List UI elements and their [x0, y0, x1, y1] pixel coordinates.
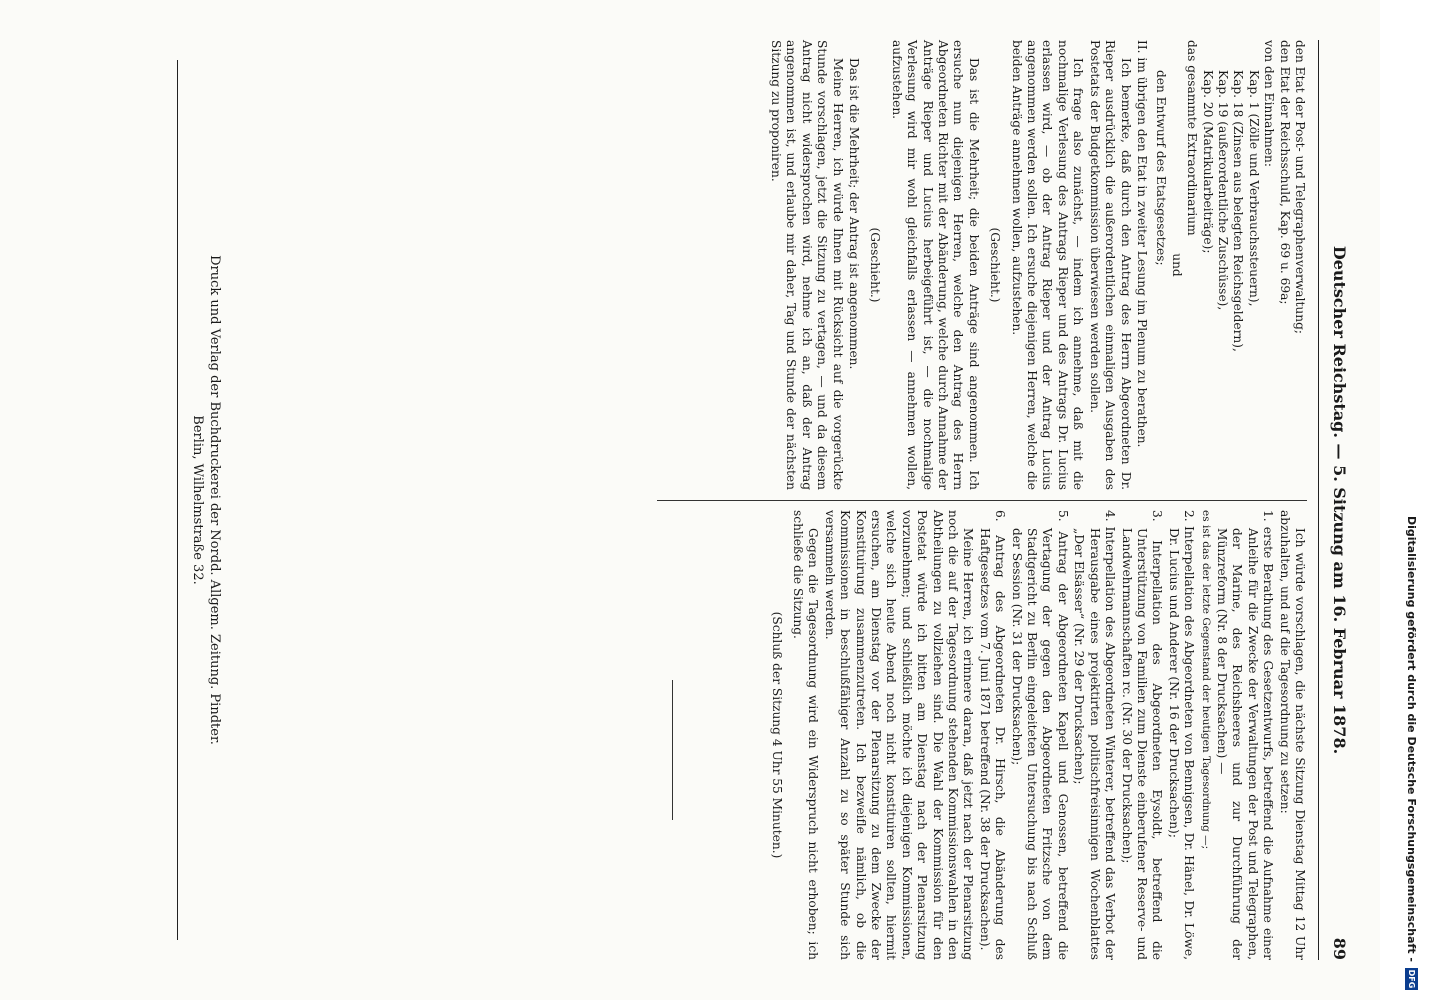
footer-text: Digitalisierung gefördert durch die Deutsche Forschungsgemeinschaft - [1405, 515, 1419, 962]
list-item: das gesammte Extraordinarium [1185, 40, 1200, 236]
agenda-item: 2. Interpellation des Abgeordneten von Bennigsen, Dr. Hänel, Dr. Löwe, Dr. Lucius und Anderer (Nr. 16 der Drucksachen); [1166, 510, 1197, 960]
running-header [1323, 40, 1349, 960]
list-item: Kap. 18 (Zinsen aus belegten Reichsgeldern), [1231, 70, 1246, 352]
conjunction: und [1169, 253, 1184, 277]
list-item: Kap. 1 (Zölle und Verbrauchssteuern), [1246, 70, 1261, 307]
digitization-footer [1392, 0, 1432, 1000]
imprint-line: Druck und Verlag der Buchdruckerei der Nordd. Allgem. Zeitung. Pindter. [207, 255, 222, 745]
list-item: II. im übrigen den Etat in zweiter Lesung im Plenum zu berathen. [1134, 40, 1149, 448]
closing-note: (Schluß der Sitzung 4 Uhr 55 Minuten.) [769, 611, 784, 859]
paragraph: Ich würde vorschlagen, die nächste Sitzung Dienstag Mittag 12 Uhr abzuhalten, und auf die Tagesordnung zu setzen: [1277, 510, 1307, 960]
footer-line [1403, 10, 1421, 990]
dfg-logo-icon: DFG [1407, 969, 1417, 989]
imprint-rule [177, 60, 178, 940]
stage-direction: (Geschieht.) [988, 227, 1003, 303]
section-rule [672, 680, 673, 820]
list-item: den Etat der Post- und Telegraphenverwaltung; [1293, 40, 1307, 334]
header-title: Deutscher Reichstag. — 5. Sitzung am 16. Februar 1878. [1330, 245, 1349, 755]
paragraph: Ich bemerke, daß durch den Antrag des Herrn Abgeordneten Dr. Rieper ausdrücklich die außerordentlichen einmaligen Ausgaben des Postetats der Budgetkommission überwiesen werden sollen. [1087, 40, 1133, 490]
agenda-item: 4. Interpellation des Abgeordneten Winterer, betreffend das Verbot der Herausgabe eines projektirten politischfreisinnigen Wochenblattes „Der Elsässer“ (Nr. 29 der Drucksachen); [1072, 510, 1118, 960]
page-number: 89 [1330, 937, 1349, 960]
agenda-item: 3. Interpellation des Abgeordneten Eysoldt, betreffend die Unterstützung von Familien zum Dienste einberufener Reserve- und Landwehrmannschaften rc. (Nr. 30 der Drucksachen); [1119, 510, 1165, 960]
agenda-note: es ist das der letzte Gegenstand der heutigen Tagesordnung —; [1199, 510, 1212, 850]
list-item: Kap. 19 (außerordentliche Zuschüsse), [1215, 70, 1230, 311]
imprint [189, 60, 223, 940]
paragraph: Das ist die Mehrheit; der Antrag ist angenommen. [847, 58, 862, 370]
paragraph: Das ist die Mehrheit; die beiden Anträge sind angenommen. Ich ersuche nun diejenigen Herren, welche den Antrag des Herrn Abgeordneten Richter mit der Abänderung, welche durch Annahme der Anträge Rieper und Lucius herbeigeführt ist, — die nochmalige Verlesung wird mir wohl gleichfalls erlassen — annehmen wollen, aufzustehen. [889, 40, 981, 490]
paragraph: Meine Herren, ich erinnere daran, daß jetzt nach der Plenarsitzung noch die auf der Tagesordnung stehenden Kommissionswahlen in den Abtheilungen zu vollziehen sind. Die Wahl der Kommission für den Postetat würde ich bitten am Dienstag nach der Plenarsitzung vorzunehmen; und schließlich möchte ich diejenigen Kommissionen, welche sich heute Abend noch nicht konstituiren sollten, hiermit ersuchen, am Dienstag vor der Plenarsitzung zu dem Zwecke der Konstituirung zusammenzutreten. Ich bezweifle nämlich, ob die Kommissionen in beschlußfähiger Anzahl zu so später Stunde sich versammeln werden. [822, 510, 976, 960]
list-item: den Entwurf des Etatsgesetzes; [1154, 70, 1169, 266]
paragraph: Gegen die Tagesordnung wird ein Widerspruch nicht erhoben; ich schließe die Sitzung. [791, 510, 821, 960]
paragraph: Meine Herren, ich würde Ihnen mit Rücksicht auf die vorgerückte Stunde vorschlagen, jetzt die Sitzung zu vertagen, — und da diesem Antrag nicht widersprochen wird, nehme ich an, daß der Antrag angenommen ist, und erlaube mir daher, Tag und Stunde der nächsten Sitzung zu proponiren. [769, 40, 845, 490]
imprint-line: Berlin, Wilhelmstraße 32. [190, 415, 205, 585]
list-item: von den Einnahmen: [1262, 40, 1277, 168]
list-item: den Etat der Reichsschuld, Kap. 69 u. 69a; [1277, 40, 1292, 305]
list-item: Kap. 20 (Matrikularbeiträge); [1200, 70, 1215, 254]
agenda-item: 5. Antrag der Abgeordneten Kapell und Genossen, betreffend die Vertagung der gegen den Abgeordneten Fritzsche von dem Stadtgericht zu Berlin eingeleiteten Untersuchung bis nach Schluß der Session (Nr. 31 der Drucksachen); [1009, 510, 1070, 960]
agenda-item: 1. erste Berathung des Gesetzentwurfs, betreffend die Aufnahme einer Anleihe für die Zwecke der Verwaltungen der Post und Telegraphen, der Marine, des Reichsheeres und zur Durchführung der Münzreform (Nr. 8 der Drucksachen) — [1214, 510, 1276, 960]
stage-direction: (Geschieht.) [868, 227, 883, 303]
right-column [762, 510, 1307, 960]
paragraph: Ich frage also zunächst, — indem ich annehme, daß mit die nochmalige Verlesung des Antrags Rieper und des Antrags Dr. Lucius erlassen wird, — ob der Antrag Rieper und der Antrag Lucius angenommen werden sollen. Ich ersuche diejenigen Herren, welche die beiden Anträge annehmen wollen, aufzustehen. [1009, 40, 1086, 490]
header-rule [1318, 40, 1319, 960]
rotated-page-content [73, 20, 1363, 980]
left-column [767, 40, 1307, 490]
agenda-item: 6. Antrag des Abgeordneten Dr. Hirsch, die Abänderung des Haftgesetzes vom 7. Juni 1871 betreffend (Nr. 38 der Drucksachen). [977, 510, 1008, 960]
column-divider [657, 500, 1307, 501]
